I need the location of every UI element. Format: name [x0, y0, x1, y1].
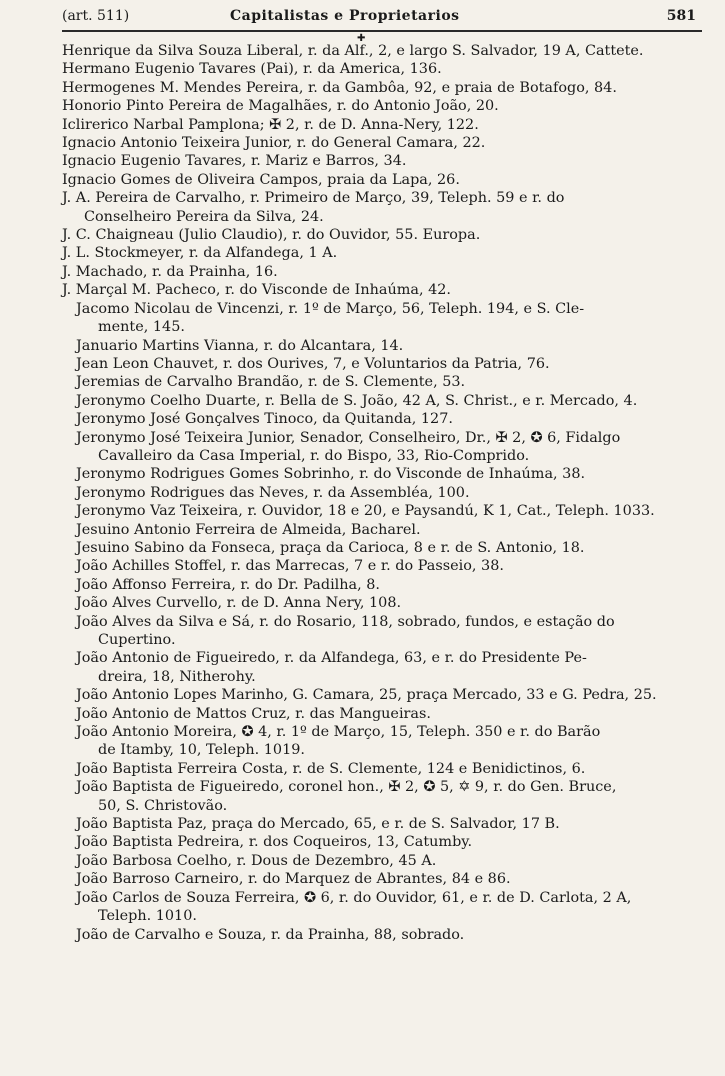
directory-entry: João Achilles Stoffel, r. das Marrecas, 7 e r. do Passeio, 38.	[76, 558, 504, 575]
directory-entry-continuation: mente, 145.	[98, 319, 185, 336]
directory-entry: Jeronymo Vaz Teixeira, r. Ouvidor, 18 e 20, e Paysandú, K 1, Cat., Teleph. 1033.	[76, 503, 655, 520]
directory-entry: João Antonio de Mattos Cruz, r. das Mangueiras.	[76, 705, 431, 722]
directory-entry: Jeronymo José Teixeira Junior, Senador, Conselheiro, Dr., ✠ 2, ✪ 6, Fidalgo	[76, 429, 621, 446]
directory-entry: Jeronymo Rodrigues Gomes Sobrinho, r. do Visconde de Inhaúma, 38.	[76, 466, 586, 483]
article-reference: (art. 511)	[62, 8, 130, 24]
directory-entry: João Alves Curvello, r. de D. Anna Nery, 108.	[76, 595, 402, 612]
printer-mark: ✚	[357, 33, 366, 44]
page-number: 581	[666, 8, 696, 24]
directory-entry: João Barroso Carneiro, r. do Marquez de Abrantes, 84 e 86.	[76, 871, 511, 888]
directory-entry-continuation: dreira, 18, Nitherohy.	[98, 668, 256, 685]
directory-entry: João Antonio Lopes Marinho, G. Camara, 25, praça Mercado, 33 e G. Pedra, 25.	[76, 687, 657, 704]
directory-entry: Jeronymo Coelho Duarte, r. Bella de S. João, 42 A, S. Christ., e r. Mercado, 4.	[76, 392, 638, 409]
entry-list	[62, 42, 712, 944]
directory-entry: J. Marçal M. Pacheco, r. do Visconde de Inhaúma, 42.	[62, 282, 451, 299]
page-title: Capitalistas e Proprietarios	[230, 8, 460, 24]
directory-entry-continuation: Teleph. 1010.	[98, 908, 197, 925]
directory-entry-continuation: Cupertino.	[98, 632, 176, 648]
directory-entry: J. Machado, r. da Prainha, 16.	[62, 263, 278, 280]
directory-entry: Januario Martins Vianna, r. do Alcantara, 14.	[76, 337, 404, 354]
directory-entry: Ignacio Antonio Teixeira Junior, r. do General Camara, 22.	[62, 135, 486, 152]
directory-entry: J. A. Pereira de Carvalho, r. Primeiro de Março, 39, Teleph. 59 e r. do	[62, 190, 565, 207]
directory-entry: João Affonso Ferreira, r. do Dr. Padilha, 8.	[76, 576, 381, 593]
directory-entry-continuation: 50, S. Christovão.	[98, 797, 228, 814]
directory-entry: Henrique da Silva Souza Liberal, r. da Alf., 2, e largo S. Salvador, 19 A, Cattete.	[62, 43, 644, 59]
directory-entry: J. C. Chaigneau (Julio Claudio), r. do Ouvidor, 55. Europa.	[62, 227, 481, 244]
page-header	[62, 4, 702, 32]
directory-entry: Jeremias de Carvalho Brandão, r. de S. Clemente, 53.	[76, 374, 466, 391]
directory-entry: João Baptista Pedreira, r. dos Coqueiros, 13, Catumby.	[76, 834, 473, 851]
directory-entry: João Antonio Moreira, ✪ 4, r. 1º de Março, 15, Teleph. 350 e r. do Barão	[76, 724, 601, 741]
directory-entry: Jean Leon Chauvet, r. dos Ourives, 7, e Voluntarios da Patria, 76.	[76, 355, 550, 372]
directory-entry: Hermano Eugenio Tavares (Pai), r. da America, 136.	[62, 61, 442, 78]
directory-entry: Hermogenes M. Mendes Pereira, r. da Gambôa, 92, e praia de Botafogo, 84.	[62, 79, 617, 96]
directory-entry: João Baptista Ferreira Costa, r. de S. Clemente, 124 e Benidictinos, 6.	[76, 760, 586, 777]
directory-entry-continuation: Conselheiro Pereira da Silva, 24.	[84, 208, 324, 225]
directory-entry: Iclirerico Narbal Pamplona; ✠ 2, r. de D. Anna-Nery, 122.	[62, 116, 479, 133]
directory-entry: Jeronymo José Gonçalves Tinoco, da Quitanda, 127.	[76, 411, 453, 428]
directory-entry: Ignacio Eugenio Tavares, r. Mariz e Barros, 34.	[62, 153, 407, 170]
directory-entry: João Carlos de Souza Ferreira, ✪ 6, r. do Ouvidor, 61, e r. de D. Carlota, 2 A,	[76, 889, 632, 906]
directory-entry-continuation: Cavalleiro da Casa Imperial, r. do Bispo, 33, Rio-Comprido.	[98, 447, 530, 464]
directory-entry: João Baptista Paz, praça do Mercado, 65, e r. de S. Salvador, 17 B.	[76, 816, 560, 833]
directory-entry: João Barbosa Coelho, r. Dous de Dezembro, 45 A.	[76, 852, 437, 869]
directory-entry: Ignacio Gomes de Oliveira Campos, praia da Lapa, 26.	[62, 171, 460, 188]
directory-entry: João Antonio de Figueiredo, r. da Alfandega, 63, e r. do Presidente Pe-	[76, 650, 587, 667]
directory-entry: Jeronymo Rodrigues das Neves, r. da Assembléa, 100.	[76, 484, 470, 501]
directory-entry: Jesuino Antonio Ferreira de Almeida, Bacharel.	[76, 521, 421, 538]
directory-entry: João Baptista de Figueiredo, coronel hon., ✠ 2, ✪ 5, ✡ 9, r. do Gen. Bruce,	[76, 779, 617, 796]
directory-entry-continuation: de Itamby, 10, Teleph. 1019.	[98, 742, 305, 759]
directory-entry: João Alves da Silva e Sá, r. do Rosario, 118, sobrado, fundos, e estação do	[76, 613, 615, 630]
directory-entry: Honorio Pinto Pereira de Magalhães, r. do Antonio João, 20.	[62, 98, 499, 115]
directory-entry: João de Carvalho e Souza, r. da Prainha, 88, sobrado.	[76, 926, 465, 943]
directory-entry: J. L. Stockmeyer, r. da Alfandega, 1 A.	[62, 245, 338, 262]
directory-entry: Jesuino Sabino da Fonseca, praça da Carioca, 8 e r. de S. Antonio, 18.	[76, 539, 585, 556]
directory-entry: Jacomo Nicolau de Vincenzi, r. 1º de Março, 56, Teleph. 194, e S. Cle-	[76, 300, 585, 317]
